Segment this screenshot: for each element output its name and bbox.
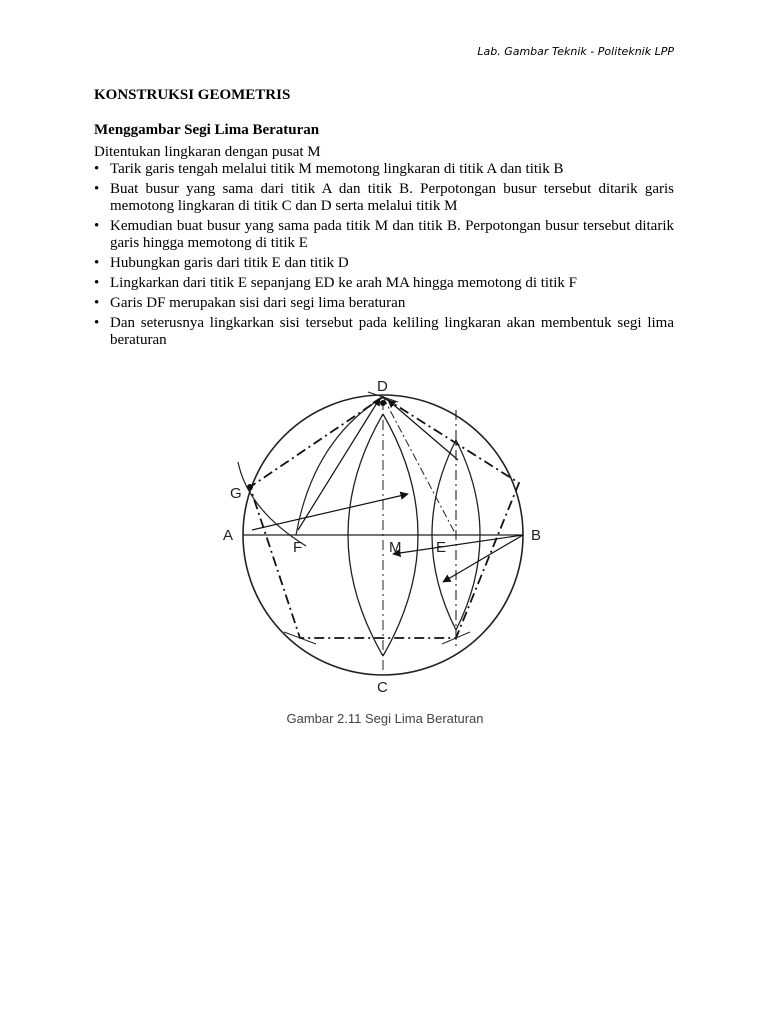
document-title: KONSTRUKSI GEOMETRIS <box>94 87 291 103</box>
figure-caption: Gambar 2.11 Segi Lima Beraturan <box>286 711 484 726</box>
label-f: F <box>293 539 303 556</box>
step-item: • Kemudian buat busur yang sama pada titik M dan titik B. Perpotongan busur tersebut ditarik garis hingga memotong di titik E <box>94 218 674 252</box>
arrow-line-3 <box>443 535 523 582</box>
section-intro: Ditentukan lingkaran dengan pusat M <box>94 144 321 160</box>
step-item: • Hubungkan garis dari titik E dan titik D <box>94 255 674 272</box>
point-g-marker <box>247 484 253 490</box>
arc-ed-to-f <box>296 397 383 535</box>
arrow-line-2 <box>393 535 523 554</box>
arrow-line-5 <box>388 400 458 460</box>
label-b: B <box>531 527 542 544</box>
section-title: Menggambar Segi Lima Beraturan <box>94 122 320 138</box>
header-note: Lab. Gambar Teknik - Politeknik LPP <box>477 45 674 58</box>
point-d-marker <box>380 400 386 406</box>
label-d: D <box>377 378 388 395</box>
label-m: M <box>389 539 402 556</box>
steps-list <box>94 161 674 352</box>
step-item: • Tarik garis tengah melalui titik M memotong lingkaran di titik A dan titik B <box>94 161 674 178</box>
pentagon-construction-figure <box>218 370 552 704</box>
label-c: C <box>377 679 388 696</box>
step-item: • Buat busur yang sama dari titik A dan titik B. Perpotongan busur tersebut ditarik garis memotong lingkaran di titik C dan D serta melalui titik M <box>94 181 674 215</box>
label-g: G <box>230 485 242 502</box>
step-item: • Lingkarkan dari titik E sepanjang ED ke arah MA hingga memotong di titik F <box>94 275 674 292</box>
arrow-line-1 <box>252 494 408 530</box>
label-e: E <box>436 539 447 556</box>
step-item: • Garis DF merupakan sisi dari segi lima beraturan <box>94 295 674 312</box>
label-a: A <box>223 527 234 544</box>
step-item: • Dan seterusnya lingkarkan sisi tersebut pada keliling lingkaran akan membentuk segi lima beraturan <box>94 315 674 349</box>
